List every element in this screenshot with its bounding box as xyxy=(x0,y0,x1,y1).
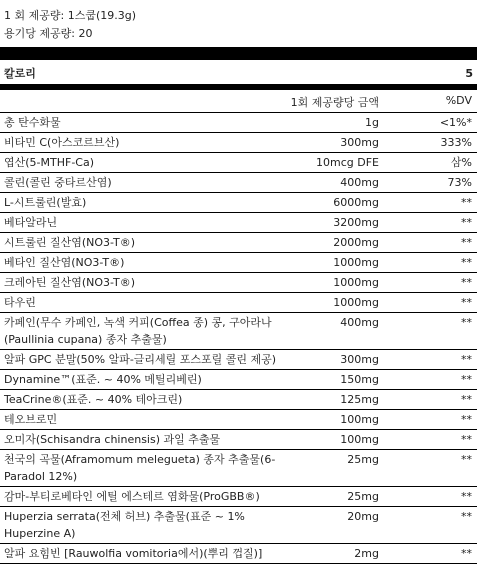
servings-per-container: 용기당 제공량: 20 xyxy=(4,27,93,40)
ingredient-name: L-시트룰린(발효) xyxy=(4,196,87,209)
ingredient-name: 천국의 곡물(Aframomum melegueta) 종자 추출물(6-Paradol 12%) xyxy=(4,453,276,483)
table-row xyxy=(0,293,477,313)
amount-per-serving: 25mg xyxy=(347,453,379,466)
table-row xyxy=(0,173,477,193)
ingredient-name: 감마-부티로베타인 에틸 에스테르 염화물(ProGBB®) xyxy=(4,490,260,503)
ingredient-name: 베타인 질산염(NO3-T®) xyxy=(4,256,125,269)
amount-per-serving: 1000mg xyxy=(333,256,379,269)
column-header-row xyxy=(0,90,477,113)
table-row xyxy=(0,487,477,507)
table-row xyxy=(0,507,477,544)
ingredient-name: 크레아틴 질산염(NO3-T®) xyxy=(4,276,136,289)
nutrient-table xyxy=(0,113,477,564)
table-row xyxy=(0,410,477,430)
daily-value-percent: <1%* xyxy=(439,116,472,129)
daily-value-percent: ** xyxy=(461,510,472,523)
daily-value-percent: ** xyxy=(461,256,472,269)
daily-value-percent: ** xyxy=(461,236,472,249)
daily-value-percent: ** xyxy=(461,196,472,209)
daily-value-percent: ** xyxy=(461,433,472,446)
calories-label: 칼로리 xyxy=(4,67,36,80)
ingredient-name: Huperzia serrata(전체 허브) 추출물(표준 ~ 1% Huperzine A) xyxy=(4,510,245,540)
table-row xyxy=(0,133,477,153)
daily-value-percent: ** xyxy=(461,316,472,329)
amount-per-serving: 25mg xyxy=(347,490,379,503)
ingredient-name: TeaCrine®(표준. ~ 40% 테아크린) xyxy=(4,393,183,406)
ingredient-name: 타우린 xyxy=(4,296,36,309)
daily-value-percent: ** xyxy=(461,453,472,466)
amount-per-serving: 100mg xyxy=(340,413,379,426)
amount-per-serving: 1000mg xyxy=(333,296,379,309)
thick-divider xyxy=(0,47,477,60)
amount-per-serving: 20mg xyxy=(347,510,379,523)
daily-value-percent: 73% xyxy=(447,176,472,189)
table-row xyxy=(0,450,477,487)
table-row xyxy=(0,350,477,370)
serving-info xyxy=(0,0,477,43)
daily-value-percent: 삼% xyxy=(450,156,472,169)
daily-value-percent: ** xyxy=(461,393,472,406)
table-row xyxy=(0,544,477,564)
amount-per-serving: 300mg xyxy=(340,353,379,366)
table-row xyxy=(0,113,477,133)
daily-value-percent: ** xyxy=(461,373,472,386)
amount-per-serving: 2000mg xyxy=(333,236,379,249)
amount-per-serving: 400mg xyxy=(340,176,379,189)
serving-size: 1 회 제공량: 1스쿱(19.3g) xyxy=(4,9,137,22)
table-row xyxy=(0,213,477,233)
table-row xyxy=(0,430,477,450)
amount-per-serving: 100mg xyxy=(340,433,379,446)
ingredient-name: 알파 요힘빈 [Rauwolfia vomitoria에서)(뿌리 껍질)] xyxy=(4,547,263,560)
daily-value-percent: ** xyxy=(461,216,472,229)
calories-value: 5 xyxy=(465,67,473,80)
ingredient-name: 알파 GPC 분말(50% 알파-글리세릴 포스포릴 콜린 제공) xyxy=(4,353,277,366)
daily-value-percent: ** xyxy=(461,296,472,309)
amount-per-serving: 300mg xyxy=(340,136,379,149)
amount-per-serving: 3200mg xyxy=(333,216,379,229)
table-row xyxy=(0,153,477,173)
table-row xyxy=(0,390,477,410)
ingredient-name: Dynamine™(표준. ~ 40% 메틸리베린) xyxy=(4,373,202,386)
amount-per-serving-header: 1회 제공량당 금액 xyxy=(290,96,379,109)
daily-value-percent: ** xyxy=(461,547,472,560)
table-row xyxy=(0,370,477,390)
daily-value-percent: ** xyxy=(461,276,472,289)
table-row xyxy=(0,313,477,350)
table-row xyxy=(0,233,477,253)
amount-per-serving: 6000mg xyxy=(333,196,379,209)
ingredient-name: 엽산(5-MTHF-Ca) xyxy=(4,156,95,169)
ingredient-name: 콜린(콜린 중타르산염) xyxy=(4,176,112,189)
ingredient-name: 시트룰린 질산염(NO3-T®) xyxy=(4,236,136,249)
ingredient-name: 카페인(무수 카페인, 녹색 커피(Coffea 종) 콩, 구아라나(Paullinia cupana) 종자 추출물) xyxy=(4,316,272,346)
daily-value-percent: ** xyxy=(461,353,472,366)
daily-value-percent: ** xyxy=(461,413,472,426)
amount-per-serving: 125mg xyxy=(340,393,379,406)
table-row xyxy=(0,253,477,273)
ingredient-name: 테오브로민 xyxy=(4,413,58,426)
amount-per-serving: 150mg xyxy=(340,373,379,386)
daily-value-percent: 333% xyxy=(440,136,472,149)
amount-per-serving: 10mcg DFE xyxy=(316,156,379,169)
amount-per-serving: 1g xyxy=(365,116,379,129)
daily-value-header: %DV xyxy=(445,94,472,107)
calories-row xyxy=(0,60,477,84)
ingredient-name: 오미자(Schisandra chinensis) 과일 추출물 xyxy=(4,433,221,446)
daily-value-percent: ** xyxy=(461,490,472,503)
table-row xyxy=(0,273,477,293)
ingredient-name: 베타알라닌 xyxy=(4,216,58,229)
amount-per-serving: 1000mg xyxy=(333,276,379,289)
amount-per-serving: 2mg xyxy=(354,547,379,560)
ingredient-name: 비타민 C(아스코르브산) xyxy=(4,136,120,149)
amount-per-serving: 400mg xyxy=(340,316,379,329)
table-row xyxy=(0,193,477,213)
ingredient-name: 총 탄수화물 xyxy=(4,116,61,129)
